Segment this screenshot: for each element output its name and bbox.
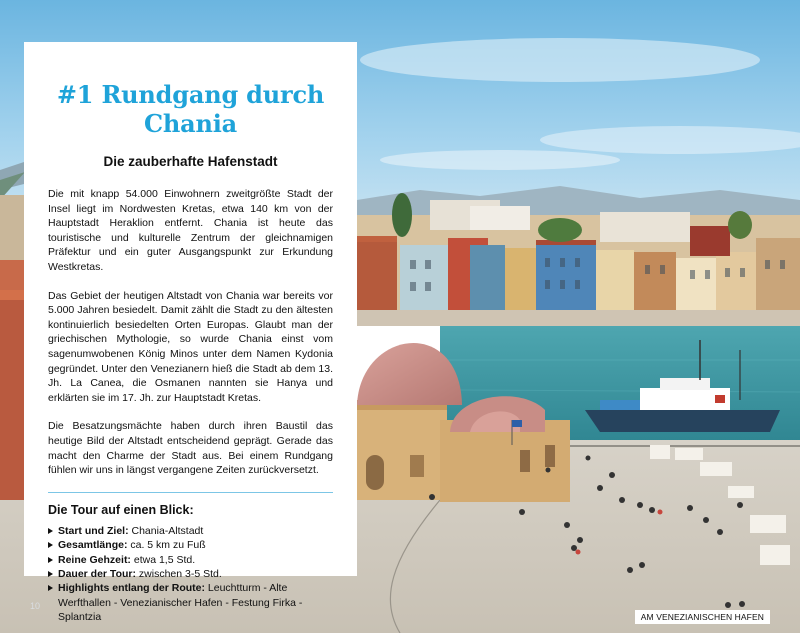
page-title: #1 Rundgang durch Chania [56, 80, 325, 138]
section-divider [48, 492, 333, 493]
tour-fact: Gesamtlänge: ca. 5 km zu Fuß [48, 538, 333, 552]
tour-facts-list [48, 524, 333, 625]
photo-caption: AM VENEZIANISCHEN HAFEN [635, 610, 770, 624]
left-building [0, 300, 24, 500]
triangle-bullet-icon [48, 571, 53, 577]
subtitle: Die zauberhafte Hafenstadt [103, 154, 278, 169]
tour-fact: Start und Ziel: Chania-Altstadt [48, 524, 333, 538]
tour-fact: Highlights entlang der Route: Leuchtturm - Alte Werfthallen - Venezianischer Hafen - Festung Firka - Splantzia [48, 581, 333, 624]
tour-heading: Die Tour auf einen Blick: [48, 502, 194, 517]
paragraph-intro: Die mit knapp 54.000 Einwohnern zweitgrößte Stadt der Insel liegt im Nordwesten Kretas, etwa 140 km von der Hauptstadt Heraklion entfernt. Chania ist heute das touristische und kulturelle Zentrum der gleichnamigen Präfektur und ein guter Ausgangspunkt zur Erkundung Westkretas. [48, 188, 333, 273]
tour-fact: Reine Gehzeit: etwa 1,5 Std. [48, 553, 333, 567]
paragraph-history: Das Gebiet der heutigen Altstadt von Chania war bereits vor 5.000 Jahren besiedelt. Damit zählt die Stadt zu den ältesten kontinuierlich besiedelten Orten Europas. Glaubt man der griechischen Mythologie, so wurde Chania einst vom sagenumwobenen König Minos unter dem Namen Kydonia gegründet. Unter den Venezianern hieß die Stadt ab dem 13. Jh. La Canea, die Osmanen nannten sie Hanya und erklärten sie im 17. Jh. zur Hauptstadt Kretas. [48, 289, 333, 404]
triangle-bullet-icon [48, 585, 53, 591]
tour-fact: Dauer der Tour: zwischen 3-5 Std. [48, 567, 333, 581]
triangle-bullet-icon [48, 528, 53, 534]
page-number: 10 [30, 601, 41, 611]
triangle-bullet-icon [48, 557, 53, 563]
triangle-bullet-icon [48, 542, 53, 548]
paragraph-occupation: Die Besatzungsmächte haben durch ihren Baustil das heutige Bild der Altstadt entscheidend geprägt. Gerade das macht den Charme der Stadt aus. Bei einem Rundgang fühlen wir uns in längst vergangene Zeiten zurückversetzt. [48, 420, 333, 477]
